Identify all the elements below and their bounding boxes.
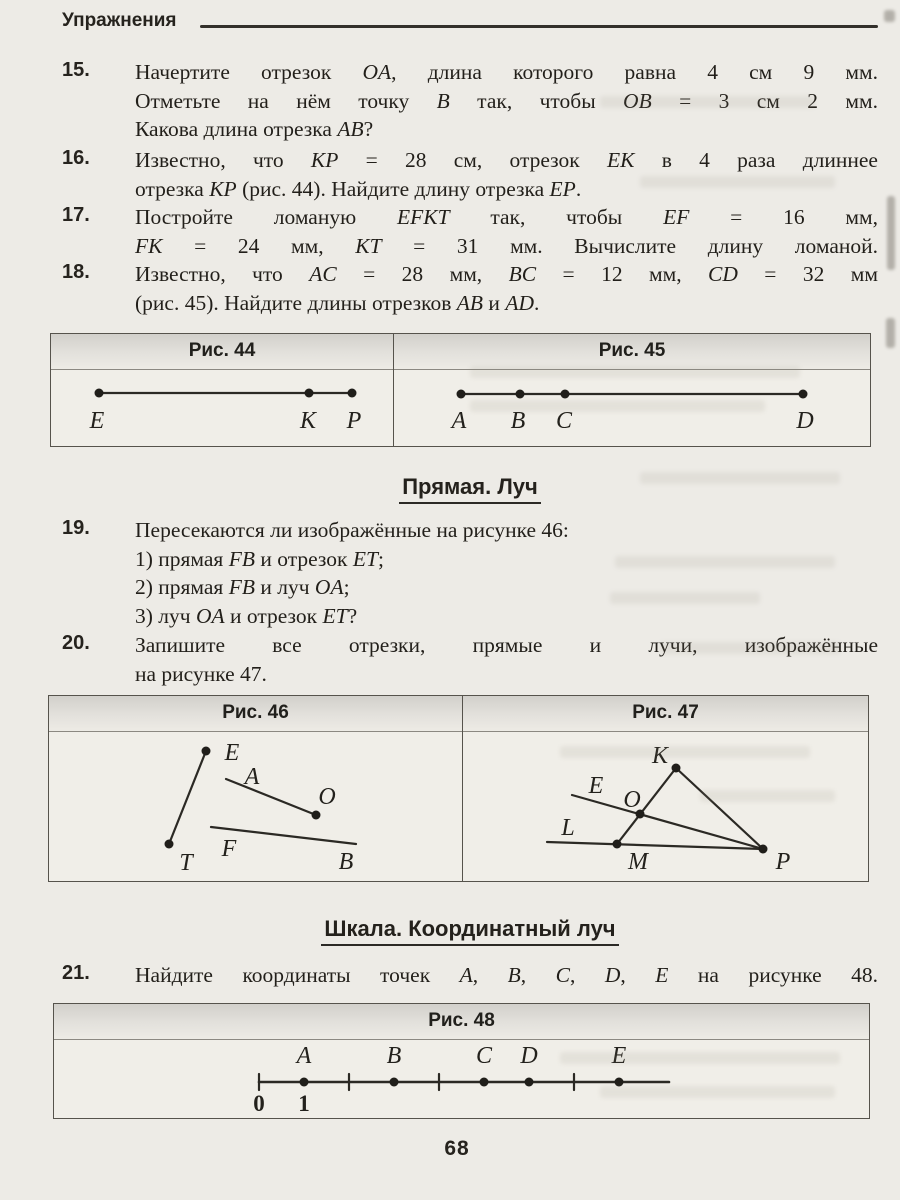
point-label: A	[451, 408, 467, 434]
exercise-number: 18.	[62, 261, 90, 283]
point-label: B	[338, 849, 354, 875]
page-number: 68	[444, 1137, 470, 1160]
point-label: E	[611, 1043, 627, 1069]
geometry-point	[300, 1078, 309, 1087]
exercise-text-line: 2) прямая FB и луч OA;	[135, 575, 350, 600]
geometry-point	[561, 390, 570, 399]
point-label: B	[386, 1043, 402, 1069]
bleedthrough-artifact	[660, 642, 840, 654]
bleedthrough-artifact	[700, 790, 835, 802]
exercise-item-21	[62, 961, 878, 990]
point-label: E	[89, 408, 105, 434]
figure-box-44-45	[50, 333, 871, 447]
geometry-point	[390, 1078, 399, 1087]
point-label: 1	[298, 1091, 310, 1116]
geometry-point	[613, 840, 622, 849]
geometry-point	[457, 390, 466, 399]
exercise-text-line: 1) прямая FB и отрезок ET;	[135, 546, 384, 571]
point-label: B	[510, 408, 526, 434]
bleedthrough-artifact	[470, 366, 800, 378]
exercise-item-20	[62, 631, 878, 688]
point-label: F	[221, 836, 237, 862]
geometry-point	[799, 390, 808, 399]
exercise-text-line: 3) луч OA и отрезок ET?	[135, 603, 358, 628]
point-label: A	[296, 1043, 312, 1069]
figure-box-46-47	[48, 695, 869, 882]
figure-panel	[393, 334, 870, 446]
figure-caption: Рис. 48	[54, 1004, 869, 1040]
bleedthrough-artifact	[640, 472, 840, 484]
point-label: M	[628, 849, 648, 875]
figure-caption: Рис. 45	[394, 334, 870, 370]
figure-panel	[462, 696, 868, 881]
exercise-number: 17.	[62, 204, 90, 226]
figure-caption: Рис. 47	[463, 696, 868, 732]
exercise-text-line: Какова длина отрезка AB?	[135, 117, 374, 142]
section-heading-scale-ray	[62, 916, 878, 942]
figure-drawing	[51, 370, 393, 446]
exercise-item-17	[62, 203, 878, 260]
geometry-point	[480, 1078, 489, 1087]
point-label: C	[475, 1043, 493, 1069]
point-label: K	[651, 743, 669, 769]
bleedthrough-artifact	[560, 1052, 840, 1064]
geometry-segment	[547, 842, 763, 849]
exercise-item-18	[62, 260, 878, 317]
exercise-text-line: Пересекаются ли изображённые на рисунке 46:	[135, 518, 569, 542]
point-label: E	[224, 740, 240, 766]
figure-caption: Рис. 44	[51, 334, 393, 370]
exercise-text-line: отрезка KP (рис. 44). Найдите длину отрезка EP.	[135, 176, 582, 201]
point-label: P	[775, 849, 791, 875]
point-label: 0	[253, 1091, 265, 1116]
geometry-point	[672, 764, 681, 773]
exercise-number: 21.	[62, 962, 90, 984]
figure-drawing	[49, 732, 462, 881]
geometry-point	[525, 1078, 534, 1087]
exercise-text-line: Постройте ломаную EFKT так, чтобы EF = 16 мм,	[135, 205, 878, 229]
exercise-text-line: Известно, что KP = 28 см, отрезок EK в 4 раза длиннее	[135, 148, 878, 172]
exercise-body	[135, 260, 878, 317]
point-label: O	[623, 787, 641, 813]
point-label: K	[299, 408, 317, 434]
geometry-point	[305, 389, 314, 398]
exercise-text-line: Найдите координаты точек A, B, C, D, E на рисунке 48.	[135, 963, 879, 987]
figure-panel	[49, 696, 462, 881]
bleedthrough-artifact	[640, 176, 835, 188]
geometry-point	[516, 390, 525, 399]
exercise-number: 19.	[62, 517, 90, 539]
exercise-number: 20.	[62, 632, 90, 654]
geometry-point	[348, 389, 357, 398]
exercise-item-19	[62, 516, 878, 630]
geometry-segment	[169, 751, 206, 844]
point-label: L	[561, 815, 575, 841]
exercise-body	[135, 631, 878, 688]
exercise-body	[135, 961, 878, 990]
geometry-point	[759, 845, 768, 854]
exercise-text-line: (рис. 45). Найдите длины отрезков AB и AD.	[135, 290, 540, 315]
section-heading-text: Шкала. Координатный луч	[321, 916, 618, 946]
bleedthrough-artifact	[615, 556, 835, 568]
point-label: P	[346, 408, 362, 434]
exercise-text-line: Известно, что AC = 28 мм, BC = 12 мм, CD = 32 мм	[135, 262, 878, 286]
exercise-text-line: Запишите все отрезки, прямые и лучи, изображённые	[135, 633, 878, 657]
geometry-segment	[226, 779, 316, 815]
point-label: A	[244, 764, 260, 790]
point-label: D	[796, 408, 814, 434]
scan-edge-smudge	[886, 318, 895, 348]
geometry-point	[312, 811, 321, 820]
exercise-text-line: Начертите отрезок OA, длина которого равна 4 см 9 мм.	[135, 60, 878, 84]
point-label: C	[555, 408, 573, 434]
geometry-point	[165, 840, 174, 849]
figure-caption: Рис. 46	[49, 696, 462, 732]
exercise-body	[135, 516, 878, 630]
exercise-item-16	[62, 146, 878, 203]
exercise-text-line: на рисунке 47.	[135, 661, 267, 686]
bleedthrough-artifact	[560, 746, 810, 758]
exercise-number: 16.	[62, 147, 90, 169]
scan-edge-smudge	[887, 196, 895, 270]
figure-panel	[51, 334, 393, 446]
point-label: E	[588, 773, 604, 799]
point-label: D	[520, 1043, 538, 1069]
exercise-number: 15.	[62, 59, 90, 81]
exercise-text-line: Отметьте на нём точку B так, чтобы OB = 3 см 2 мм.	[135, 88, 879, 113]
bleedthrough-artifact	[600, 1086, 835, 1098]
bleedthrough-artifact	[470, 400, 765, 412]
bleedthrough-artifact	[600, 96, 815, 108]
exercise-body	[135, 146, 878, 203]
point-label: O	[318, 784, 336, 810]
exercise-text-line: FK = 24 мм, KT = 31 мм. Вычислите длину ломаной.	[135, 233, 879, 258]
bleedthrough-artifact	[610, 592, 760, 604]
geometry-point	[95, 389, 104, 398]
header-rule	[200, 25, 878, 28]
running-header: Упражнения	[62, 10, 177, 31]
scan-edge-smudge	[884, 10, 895, 22]
section-heading-text: Прямая. Луч	[399, 474, 541, 504]
exercise-body	[135, 203, 878, 260]
geometry-point	[202, 747, 211, 756]
point-label: T	[179, 850, 193, 876]
